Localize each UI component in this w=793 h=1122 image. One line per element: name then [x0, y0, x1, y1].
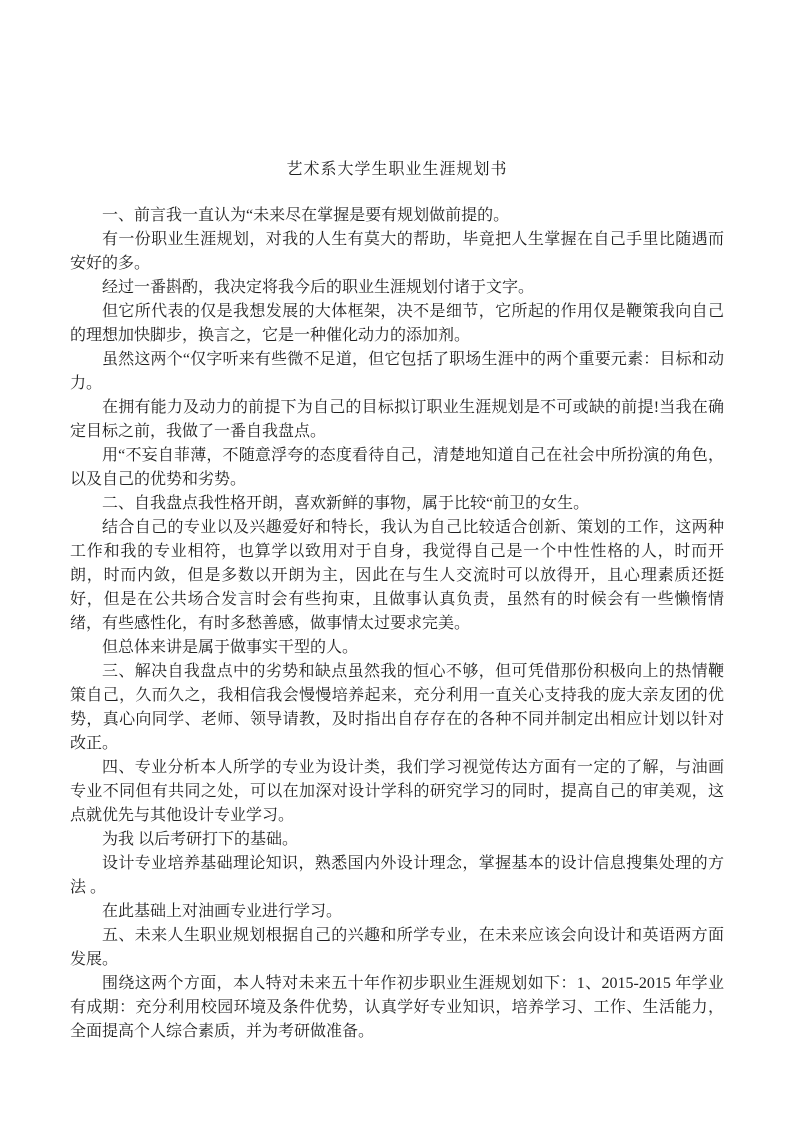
paragraph: 经过一番斟酌，我决定将我今后的职业生涯规划付诸于文字。 — [102, 279, 535, 296]
paragraph: 一、前言我一直认为“未来尽在掌握是要有规划做前提的。 — [102, 207, 510, 224]
paragraph: 五、未来人生职业规划根据自己的兴趣和所学专业，在未来应该会向设计和英语两方面发展。 — [70, 927, 724, 968]
paragraph: 三、解决自我盘点中的劣势和缺点虽然我的恒心不够，但可凭借那份积极向上的热情鞭策自己，久而久之，我相信我会慢慢培养起来，充分利用一直关心支持我的庞大亲友团的优势，真心向同学、老师、领导请教，及时指出自存存在的各种不同并制定出相应计划以针对改正。 — [70, 663, 724, 752]
paragraph: 围绕这两个方面，本人特对未来五十年作初步职业生涯规划如下：1、2015-2015 年学业有成期：充分利用校园环境及条件优势，认真学好专业知识，培养学习、工作、生活能力，全面提高个人综合素质，并为考研做准备。 — [70, 975, 724, 1040]
paragraph: 在此基础上对油画专业进行学习。 — [102, 903, 343, 920]
paragraph: 结合自己的专业以及兴趣爱好和特长，我认为自己比较适合创新、策划的工作，这两种工作和我的专业相符，也算学以致用对于自身，我觉得自己是一个中性性格的人，时而开朗，时而内敛，但是多数以开朗为主，因此在与生人交流时可以放得开，且心理素质还挺好，但是在公共场合发言时会有些拘束，且做事认真负责，虽然有的时候会有一些懒惰情绪，有些感性化，有时多愁善感，做事情太过要求完美。 — [70, 519, 724, 632]
paragraph: 设计专业培养基础理论知识，熟悉国内外设计理念，掌握基本的设计信息搜集处理的方法 。 — [70, 855, 724, 896]
paragraph: 虽然这两个“仅字听来有些微不足道，但它包括了职场生涯中的两个重要元素：目标和动力。 — [70, 351, 724, 392]
document-content — [70, 158, 724, 1044]
paragraph: 用“不妄自菲薄，不随意浮夸的态度看待自己，清楚地知道自己在社会中所扮演的角色，以及自己的优势和劣势。 — [70, 447, 724, 488]
document-title: 艺术系大学生职业生涯规划书 — [286, 161, 508, 178]
paragraph: 有一份职业生涯规划，对我的人生有莫大的帮助，毕竟把人生掌握在自己手里比随遇而安好的多。 — [70, 231, 724, 272]
paragraph: 但它所代表的仅是我想发展的大体框架，决不是细节，它所起的作用仅是鞭策我向自己的理想加快脚步，换言之，它是一种催化动力的添加剂。 — [70, 303, 724, 344]
paragraph: 四、专业分析本人所学的专业为设计类，我们学习视觉传达方面有一定的了解，与油画专业不同但有共同之处，可以在加深对设计学科的研究学习的同时，提高自己的审美观，这点就优先与其他设计专业学习。 — [70, 759, 724, 824]
paragraph-list — [70, 204, 724, 1044]
paragraph: 为我 以后考研打下的基础。 — [102, 831, 299, 848]
paragraph: 但总体来讲是属于做事实干型的人。 — [102, 639, 359, 656]
paragraph: 在拥有能力及动力的前提下为自己的目标拟订职业生涯规划是不可或缺的前提!当我在确定目标之前，我做了一番自我盘点。 — [70, 399, 724, 440]
paragraph: 二、自我盘点我性格开朗，喜欢新鲜的事物，属于比较“前卫的女生。 — [102, 495, 590, 512]
